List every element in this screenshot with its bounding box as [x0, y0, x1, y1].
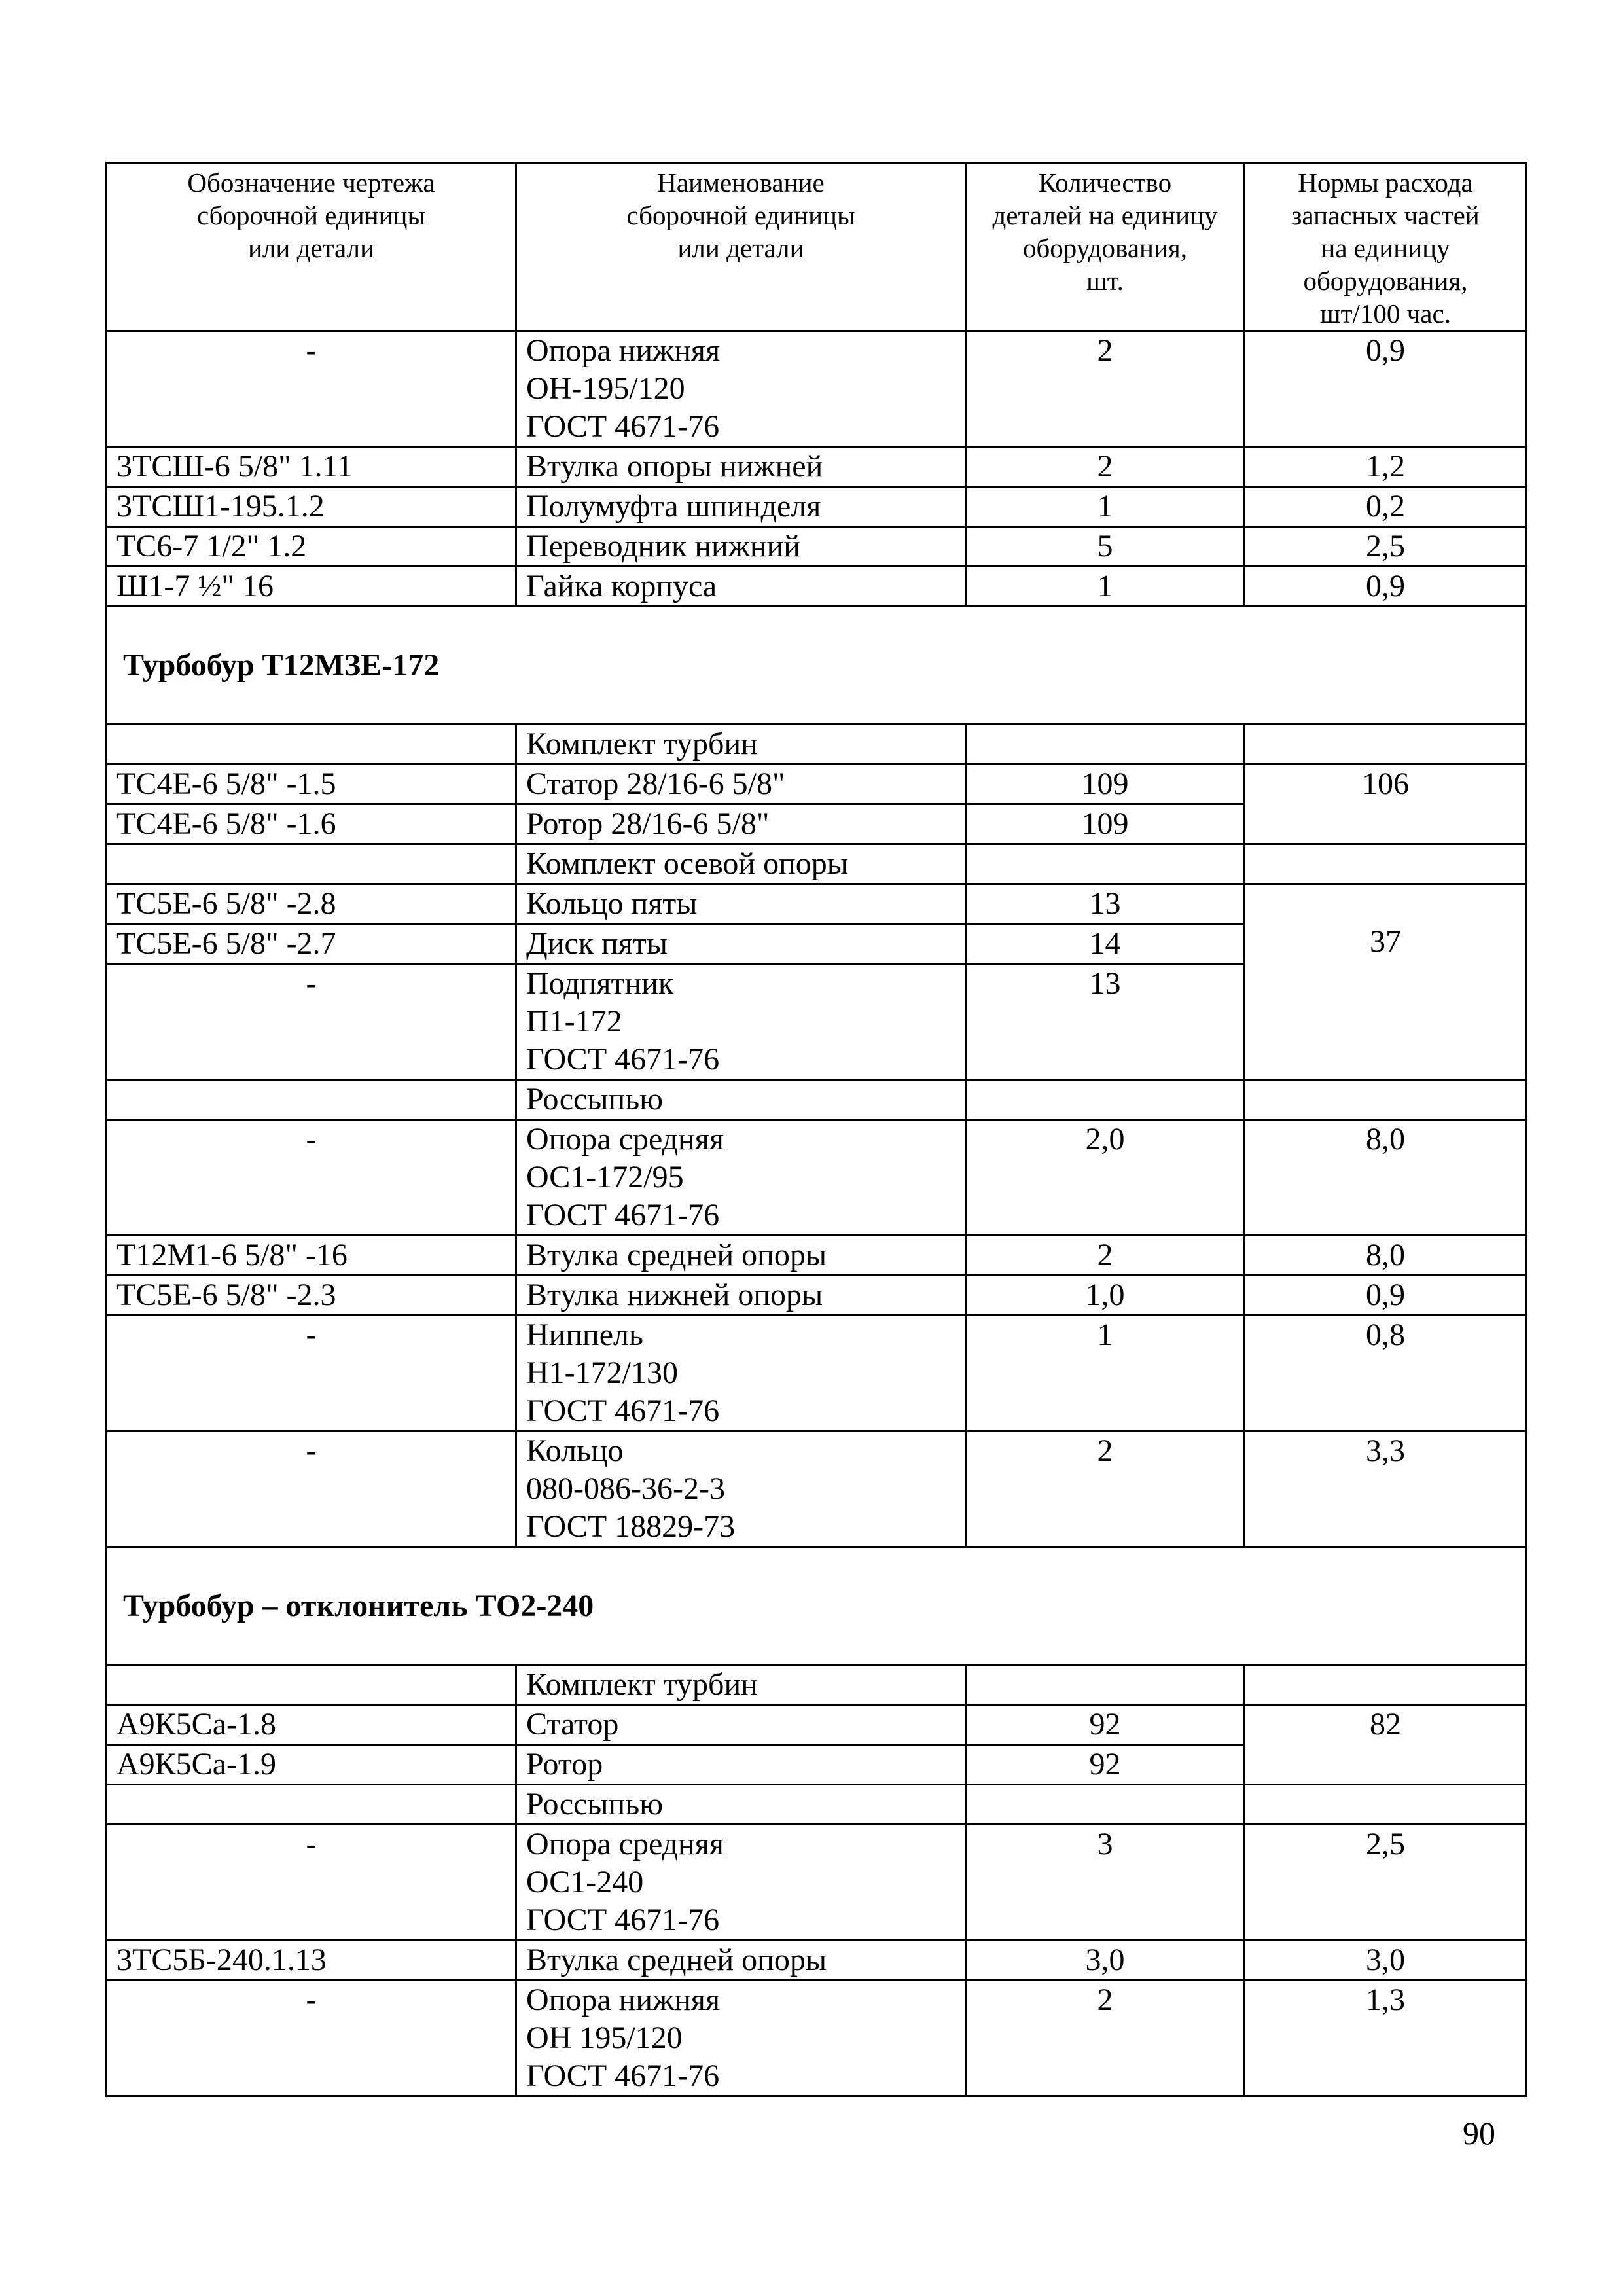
header-norms: Нормы расхода запасных частей на единицу оборудования, шт/100 час.: [1245, 163, 1527, 331]
table-row: [107, 1080, 1527, 1120]
group-label: Комплект турбин: [516, 1665, 966, 1705]
quantity-cell: 3,0: [966, 1941, 1245, 1981]
name-cell: Ротор: [516, 1745, 966, 1785]
quantity-cell: [966, 725, 1245, 764]
designation-cell: А9К5Са-1.8: [107, 1705, 516, 1745]
designation-cell: ТС4Е-6 5/8" -1.6: [107, 804, 516, 844]
table-row: [107, 567, 1527, 607]
spare-parts-table: [105, 162, 1527, 2097]
table-row: [107, 1705, 1527, 1745]
norm-cell: 37: [1245, 884, 1527, 1080]
name-cell: Статор: [516, 1705, 966, 1745]
quantity-cell: 2: [966, 1236, 1245, 1276]
name-cell: Статор 28/16-6 5/8": [516, 764, 966, 804]
header-designation: Обозначение чертежа сборочной единицы или детали: [107, 163, 516, 331]
norm-cell: 3,0: [1245, 1941, 1527, 1981]
designation-cell: [107, 1080, 516, 1120]
designation-cell: [107, 1785, 516, 1825]
designation-cell: ТС5Е-6 5/8" -2.7: [107, 924, 516, 964]
designation-cell: 3ТС5Б-240.1.13: [107, 1941, 516, 1981]
quantity-cell: 2: [966, 447, 1245, 487]
group-label: Россыпью: [516, 1080, 966, 1120]
name-cell: Опора нижняя ОН-195/120 ГОСТ 4671-76: [516, 331, 966, 447]
norm-cell: 2,5: [1245, 1825, 1527, 1941]
norm-cell: 8,0: [1245, 1236, 1527, 1276]
norm-cell: 0,8: [1245, 1316, 1527, 1431]
quantity-cell: [966, 1080, 1245, 1120]
header-quantity: Количество деталей на единицу оборудования, шт.: [966, 163, 1245, 331]
designation-cell: -: [107, 964, 516, 1080]
name-cell: Ниппель Н1-172/130 ГОСТ 4671-76: [516, 1316, 966, 1431]
quantity-cell: 2: [966, 1981, 1245, 2096]
designation-cell: -: [107, 1825, 516, 1941]
quantity-cell: 92: [966, 1745, 1245, 1785]
designation-cell: -: [107, 1431, 516, 1547]
quantity-cell: [966, 1665, 1245, 1705]
designation-cell: ТС5Е-6 5/8" -2.8: [107, 884, 516, 924]
table-header-row: [107, 163, 1527, 331]
table-row: [107, 884, 1527, 924]
table-row: [107, 1785, 1527, 1825]
quantity-cell: 2: [966, 1431, 1245, 1547]
designation-cell: ТС4Е-6 5/8" -1.5: [107, 764, 516, 804]
norm-cell: 1,3: [1245, 1981, 1527, 2096]
name-cell: Диск пяты: [516, 924, 966, 964]
section-title: Турбобур Т12МЗЕ-172: [107, 607, 1527, 725]
quantity-cell: 13: [966, 884, 1245, 924]
table-row: [107, 1665, 1527, 1705]
table-row: [107, 1316, 1527, 1431]
norm-cell: 0,9: [1245, 567, 1527, 607]
name-cell: Втулка опоры нижней: [516, 447, 966, 487]
header-name: Наименование сборочной единицы или детали: [516, 163, 966, 331]
norm-cell: 1,2: [1245, 447, 1527, 487]
page-number: 90: [1463, 2115, 1495, 2151]
designation-cell: ТС5Е-6 5/8" -2.3: [107, 1276, 516, 1316]
quantity-cell: 1: [966, 567, 1245, 607]
table-row: [107, 447, 1527, 487]
designation-cell: А9К5Са-1.9: [107, 1745, 516, 1785]
norm-cell: 106: [1245, 764, 1527, 844]
designation-cell: [107, 1665, 516, 1705]
name-cell: Опора нижняя ОН 195/120 ГОСТ 4671-76: [516, 1981, 966, 2096]
norm-cell: [1245, 725, 1527, 764]
section-row: [107, 1547, 1527, 1665]
designation-cell: Ш1-7 ½" 16: [107, 567, 516, 607]
table-row: [107, 1431, 1527, 1547]
norm-cell: 0,9: [1245, 331, 1527, 447]
group-label: Россыпью: [516, 1785, 966, 1825]
table-row: [107, 331, 1527, 447]
quantity-cell: 3: [966, 1825, 1245, 1941]
name-cell: Кольцо пяты: [516, 884, 966, 924]
table-row: [107, 1941, 1527, 1981]
table-row: [107, 1120, 1527, 1236]
designation-cell: [107, 844, 516, 884]
designation-cell: ТС6-7 1/2" 1.2: [107, 527, 516, 567]
quantity-cell: 1: [966, 1316, 1245, 1431]
quantity-cell: 109: [966, 804, 1245, 844]
designation-cell: [107, 725, 516, 764]
designation-cell: 3ТСШ1-195.1.2: [107, 487, 516, 527]
table-row: [107, 844, 1527, 884]
name-cell: Ротор 28/16-6 5/8": [516, 804, 966, 844]
name-cell: Опора средняя ОС1-240 ГОСТ 4671-76: [516, 1825, 966, 1941]
norm-cell: [1245, 1665, 1527, 1705]
norm-cell: [1245, 1080, 1527, 1120]
name-cell: Втулка средней опоры: [516, 1941, 966, 1981]
quantity-cell: 13: [966, 964, 1245, 1080]
quantity-cell: 2: [966, 331, 1245, 447]
norm-cell: 0,9: [1245, 1276, 1527, 1316]
section-row: [107, 607, 1527, 725]
name-cell: Втулка средней опоры: [516, 1236, 966, 1276]
designation-cell: -: [107, 1981, 516, 2096]
norm-cell: 2,5: [1245, 527, 1527, 567]
quantity-cell: [966, 844, 1245, 884]
table-row: [107, 527, 1527, 567]
quantity-cell: 5: [966, 527, 1245, 567]
norm-cell: 8,0: [1245, 1120, 1527, 1236]
name-cell: Полумуфта шпинделя: [516, 487, 966, 527]
norm-cell: [1245, 844, 1527, 884]
table-row: [107, 1825, 1527, 1941]
name-cell: Переводник нижний: [516, 527, 966, 567]
designation-cell: -: [107, 331, 516, 447]
designation-cell: -: [107, 1120, 516, 1236]
norm-cell: 82: [1245, 1705, 1527, 1785]
designation-cell: -: [107, 1316, 516, 1431]
name-cell: Гайка корпуса: [516, 567, 966, 607]
quantity-cell: [966, 1785, 1245, 1825]
quantity-cell: 92: [966, 1705, 1245, 1745]
designation-cell: 3ТСШ-6 5/8" 1.11: [107, 447, 516, 487]
section-title: Турбобур – отклонитель ТО2-240: [107, 1547, 1527, 1665]
name-cell: Подпятник П1-172 ГОСТ 4671-76: [516, 964, 966, 1080]
designation-cell: Т12М1-6 5/8" -16: [107, 1236, 516, 1276]
table-row: [107, 764, 1527, 804]
quantity-cell: 2,0: [966, 1120, 1245, 1236]
norm-cell: 3,3: [1245, 1431, 1527, 1547]
quantity-cell: 109: [966, 764, 1245, 804]
table-row: [107, 1236, 1527, 1276]
name-cell: Кольцо 080-086-36-2-3 ГОСТ 18829-73: [516, 1431, 966, 1547]
group-label: Комплект осевой опоры: [516, 844, 966, 884]
table-row: [107, 1981, 1527, 2096]
quantity-cell: 1: [966, 487, 1245, 527]
name-cell: Опора средняя ОС1-172/95 ГОСТ 4671-76: [516, 1120, 966, 1236]
norm-cell: 0,2: [1245, 487, 1527, 527]
table-row: [107, 1276, 1527, 1316]
norm-cell: [1245, 1785, 1527, 1825]
name-cell: Втулка нижней опоры: [516, 1276, 966, 1316]
quantity-cell: 1,0: [966, 1276, 1245, 1316]
group-label: Комплект турбин: [516, 725, 966, 764]
quantity-cell: 14: [966, 924, 1245, 964]
table-row: [107, 725, 1527, 764]
table-row: [107, 487, 1527, 527]
